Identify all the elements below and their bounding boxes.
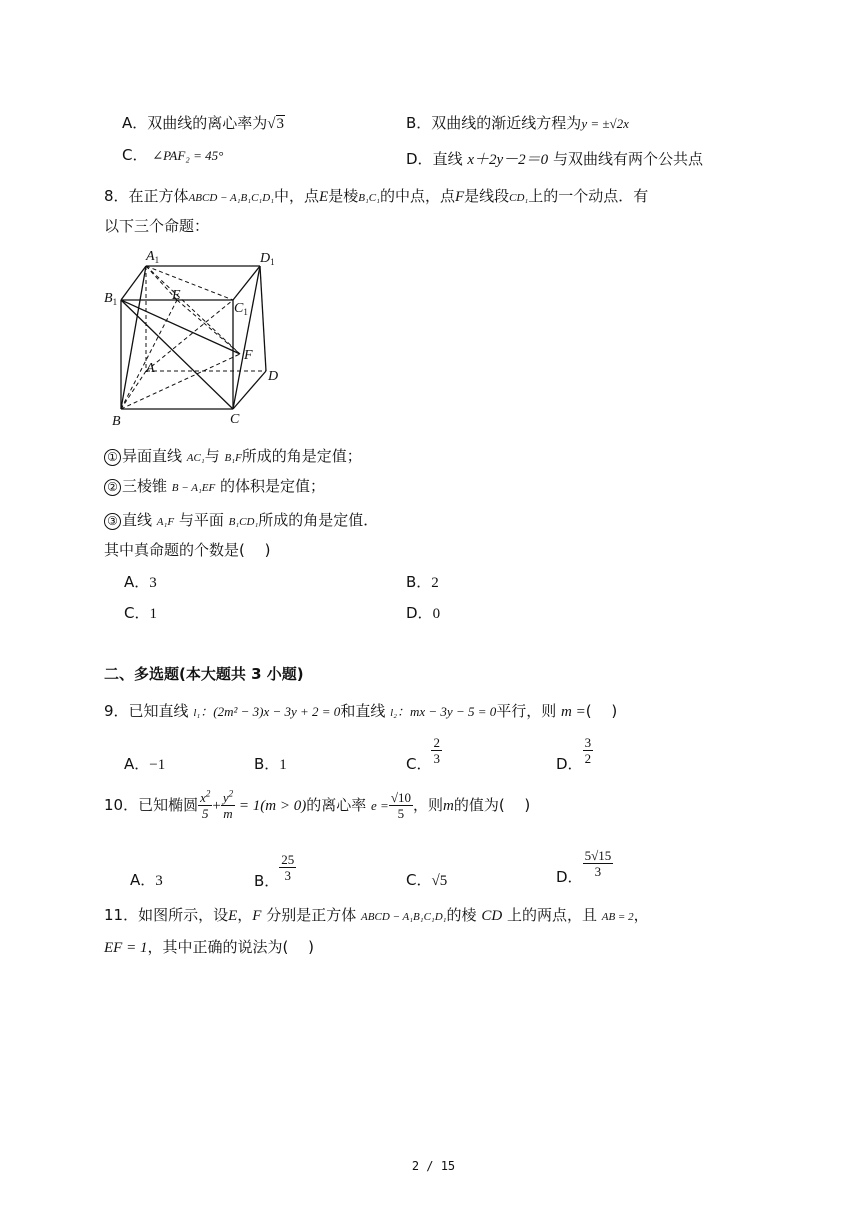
stem-text: 已知直线 xyxy=(128,702,189,720)
stem-text: ，其中正确的说法为( ) xyxy=(147,938,314,956)
stem-text: 平行，则 xyxy=(496,702,557,720)
fraction xyxy=(583,848,614,879)
option-label: B． xyxy=(406,114,432,132)
fraction xyxy=(583,735,594,766)
stem-math: CD xyxy=(481,908,503,924)
stem-text: 中，点 xyxy=(274,187,320,205)
prop-text: 与平面 xyxy=(178,511,224,529)
stem-math: F xyxy=(454,189,465,205)
stem-math: e = xyxy=(371,798,389,813)
stem-math: ABCD − A₁B₁C₁D₁ xyxy=(361,911,447,923)
stem-math: CD₁ xyxy=(509,192,529,204)
prop-number: ③ xyxy=(104,513,121,530)
fraction xyxy=(431,735,442,766)
option-label: C． xyxy=(124,604,150,622)
stem-text: 是棱 xyxy=(328,187,359,205)
label-a: A xyxy=(146,361,155,376)
question-number: 9． xyxy=(104,702,129,720)
q7-option-b xyxy=(406,113,629,134)
q11-stem-line2 xyxy=(104,937,314,958)
option-math: y = ±√2x xyxy=(581,116,629,131)
prop-text: 异面直线 xyxy=(122,447,183,465)
label-b1: $B_1$ xyxy=(104,291,118,307)
stem-text: 在正方体 xyxy=(128,187,189,205)
q8-proposition-3 xyxy=(104,510,378,532)
stem-text: 是线段 xyxy=(464,187,510,205)
fraction-numerator: 3 xyxy=(584,735,592,750)
fraction-denominator: 3 xyxy=(433,751,440,766)
stem-math: AB = 2 xyxy=(601,911,634,923)
prop-math: B₁F xyxy=(224,452,242,464)
stem-text: 上的两点，且 xyxy=(506,906,597,924)
label-e: E xyxy=(172,288,181,303)
label-c1: $C_1$ xyxy=(234,301,248,317)
option-label: B． xyxy=(406,573,432,591)
q8-proposition-1 xyxy=(104,446,362,468)
q8-stem-line2: 以下三个命题： xyxy=(104,217,210,235)
stem-text: 上的一个动点．有 xyxy=(528,187,649,205)
prop-text: 的体积是定值； xyxy=(220,477,326,495)
option-text: 直线 xyxy=(432,150,463,168)
stem-text: 如图所示，设 xyxy=(138,906,229,924)
option-label: D． xyxy=(406,150,433,168)
prop-text: 所成的角是定值． xyxy=(258,511,379,529)
option-value: 0 xyxy=(432,606,441,622)
option-label: D． xyxy=(406,604,433,622)
option-label: A． xyxy=(124,755,150,773)
section-title: 二、多选题(本大题共 3 小题) xyxy=(104,665,304,683)
q10-option-d xyxy=(556,848,613,887)
option-value: √5 xyxy=(431,873,448,889)
q9-stem xyxy=(104,701,617,723)
option-value: 3 xyxy=(155,873,163,889)
option-label: A． xyxy=(124,573,150,591)
stem-math: m = xyxy=(561,704,586,720)
q8-option-a xyxy=(124,572,157,593)
fraction-y2: $\frac{y^2}{m}$ xyxy=(222,788,234,821)
question-number: 11． xyxy=(104,906,139,924)
option-label: C． xyxy=(122,146,148,164)
q9-option-a xyxy=(124,754,165,775)
stem-text: 的中点，点 xyxy=(379,187,455,205)
option-label: D． xyxy=(556,868,583,886)
q11-stem-line1 xyxy=(104,905,649,927)
stem-math: l₁ xyxy=(193,707,201,719)
label-c: C xyxy=(230,412,240,427)
fraction-denominator: 5 xyxy=(397,806,405,821)
q9-option-c xyxy=(406,735,442,774)
option-text: 与双曲线有两个公共点 xyxy=(552,150,703,168)
prop-number: ② xyxy=(104,479,121,496)
prop-math: AC₁ xyxy=(186,452,205,464)
stem-text: ，则 xyxy=(412,796,443,814)
stem-math: EF = 1 xyxy=(104,940,148,956)
page-number: 2 / 15 xyxy=(411,1159,456,1173)
stem-text: 已知椭圆 xyxy=(138,796,199,814)
stem-text: ， xyxy=(633,906,649,924)
prop-math: B − A₁EF xyxy=(171,482,216,494)
stem-math: = 1(m > 0) xyxy=(235,798,307,814)
q9-option-d xyxy=(556,735,593,774)
label-f: F xyxy=(244,348,253,363)
q10-option-c xyxy=(406,870,447,891)
stem-text: ( ) xyxy=(585,702,618,720)
option-value: −1 xyxy=(149,757,166,773)
question-number: 8． xyxy=(104,187,129,205)
q8-option-d xyxy=(406,603,440,624)
fraction-denominator: 2 xyxy=(584,751,592,766)
label-d: D xyxy=(268,369,279,384)
prop-text: 所成的角是定值； xyxy=(241,447,362,465)
prop-text: 与 xyxy=(204,447,220,465)
q10-option-a xyxy=(130,870,163,891)
q10-option-b xyxy=(254,852,296,891)
stem-text: 和直线 xyxy=(340,702,386,720)
stem-math: m xyxy=(442,798,454,814)
stem-math: l₂ xyxy=(390,707,397,719)
option-label: B． xyxy=(254,755,280,773)
stem-math: ABCD − A₁B₁C₁D₁ xyxy=(188,192,275,204)
stem-text: ， xyxy=(237,906,253,924)
fraction-numerator: √10 xyxy=(390,790,411,805)
stem-text: 的棱 xyxy=(446,906,477,924)
q8-stem-line1 xyxy=(104,186,648,208)
option-label: C． xyxy=(406,755,432,773)
stem-math: E xyxy=(228,908,238,924)
fraction-denominator: 3 xyxy=(284,868,292,883)
label-a1: $A_1$ xyxy=(146,249,160,265)
q8-option-c xyxy=(124,603,157,624)
stem-math: E xyxy=(319,189,329,205)
stem-text: 分别是正方体 xyxy=(266,906,357,924)
option-label: A． xyxy=(122,114,148,132)
prop-number: ① xyxy=(104,449,121,466)
question-number: 10． xyxy=(104,796,139,814)
prop-text: 直线 xyxy=(122,511,153,529)
stem-math: F xyxy=(252,908,262,924)
option-label: C． xyxy=(406,871,432,889)
stem-math: ：mx − 3y − 5 = 0 xyxy=(397,704,497,719)
option-text: 双曲线的渐近线方程为 xyxy=(431,114,582,132)
prop-text: 三棱锥 xyxy=(122,477,168,495)
fraction-numerator: 25 xyxy=(281,852,295,867)
stem-text: 的值为( ) xyxy=(453,796,531,814)
q9-option-b xyxy=(254,754,287,775)
label-d1: $D_1$ xyxy=(260,251,275,267)
q7-option-c xyxy=(122,145,223,166)
stem-text: 的离心率 xyxy=(306,796,367,814)
stem-math: ：(2m² − 3)x − 3y + 2 = 0 xyxy=(200,704,341,719)
q8-proposition-2 xyxy=(104,476,325,498)
option-value: 1 xyxy=(279,757,287,773)
fraction-numerator: 5√15 xyxy=(584,848,612,863)
q10-stem: 10．已知椭圆 $\frac{x^2}{5}$ + $\frac{y^2}{m}$ = 1(m > 0)的离心率 e = $\frac{√10}{5}$ ，则m的值为( ) xyxy=(104,788,531,821)
fraction-e xyxy=(389,790,413,821)
option-text: 双曲线的离心率为 xyxy=(147,114,268,132)
option-label: D． xyxy=(556,755,583,773)
q8-option-b xyxy=(406,572,439,593)
option-math: √3 xyxy=(267,116,285,132)
q7-option-d xyxy=(406,149,703,170)
fraction xyxy=(279,852,296,883)
stem-math: B₁C₁ xyxy=(358,192,380,204)
q7-option-a xyxy=(122,113,285,134)
prop-math: B₁CD₁ xyxy=(228,516,259,528)
option-math: x＋2y－2＝0 xyxy=(467,152,549,168)
prop-math: A₁F xyxy=(156,516,175,528)
option-label: B． xyxy=(254,872,280,890)
option-value: 3 xyxy=(149,575,157,591)
option-label: A． xyxy=(130,871,156,889)
fraction-x2: $\frac{x^2}{5}$ xyxy=(200,788,211,821)
fraction-numerator: 2 xyxy=(433,735,440,750)
label-b: B xyxy=(112,414,121,429)
fraction-denominator: 3 xyxy=(594,864,602,879)
cube-figure xyxy=(100,244,300,429)
option-value: 1 xyxy=(149,606,157,622)
option-math: ∠PAF₂ = 45° xyxy=(152,148,224,163)
option-value: 2 xyxy=(431,575,439,591)
q8-question: 其中真命题的个数是( ) xyxy=(104,541,271,559)
